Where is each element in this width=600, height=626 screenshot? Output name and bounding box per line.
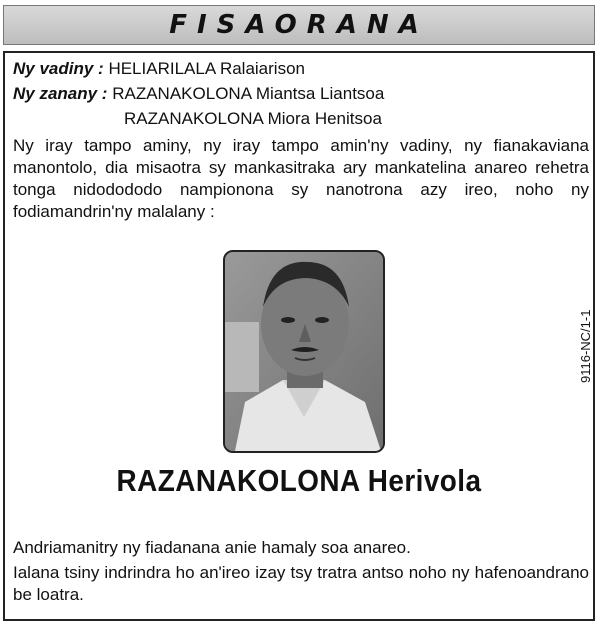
portrait-image [225,252,383,451]
spouse-name: HELIARILALA Ralaiarison [108,59,305,78]
notice-frame [3,51,595,621]
notice-header [3,5,595,45]
children-label: Ny zanany : [13,84,108,103]
closing-line-1: Andriamanitry ny fiadanana anie hamaly soa anareo. [13,538,411,557]
thanks-message: Ny iray tampo aminy, ny iray tampo amin'ny vadiny, ny fianakaviana manontolo, dia misaotra sy mankasitraka ary mankatelina anareo rehetra tonga nidodododo nampionona sy nanotrona azy ireo, noho ny fodiamandrin'ny malalany : [13,136,589,221]
spouse-label: Ny vadiny : [13,59,104,78]
reference-code: 9116-NC/1-1 [578,309,593,383]
deceased-name: RAZANAKOLONA Herivola [116,463,482,498]
deceased-photo [223,250,385,453]
spouse-line [13,59,305,79]
notice-title: FISAORANA [169,10,429,40]
closing-line-2: Ialana tsiny indrindra ho an'ireo izay tsy tratra antso noho ny hafenoandrano be loatra. [13,563,589,604]
child-name-2: RAZANAKOLONA Miora Henitsoa [124,109,382,128]
children-line [13,84,384,104]
child-name-1: RAZANAKOLONA Miantsa Liantsoa [112,84,385,103]
